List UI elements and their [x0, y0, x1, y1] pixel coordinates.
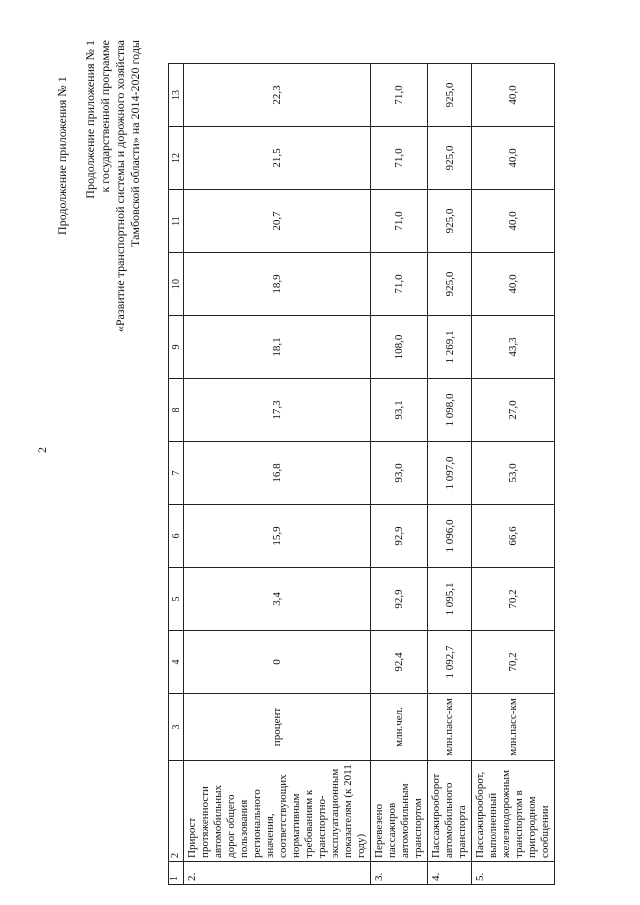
column-number-cell: 4: [169, 631, 184, 694]
table-row: [371, 64, 428, 885]
value-cell: 925,0: [428, 190, 472, 253]
column-number-cell: 5: [169, 568, 184, 631]
value-cell: 71,0: [371, 64, 428, 127]
value-cell: 18,1: [184, 316, 371, 379]
unit-cell: млн.пасс-км: [428, 694, 472, 761]
value-cell: 40,0: [472, 190, 555, 253]
indicator-name-cell: Прирост протяженности автомобильных дорог общего пользования регионального значения, соответствующих нормативным требованиям к транспортно-эксплуатационным показателям (к 2011 году): [184, 761, 371, 862]
value-cell: 17,3: [184, 379, 371, 442]
column-number-cell: 7: [169, 442, 184, 505]
column-number-cell: 10: [169, 253, 184, 316]
value-cell: 43,3: [472, 316, 555, 379]
value-cell: 92,9: [371, 505, 428, 568]
value-cell: 1 098,0: [428, 379, 472, 442]
indicator-name-cell: Пассажирооборот автомобильного транспорта: [428, 761, 472, 862]
column-number-row: [169, 64, 184, 885]
value-cell: 40,0: [472, 127, 555, 190]
indicator-name-cell: Перевезено пассажиров автомобильным транспортом: [371, 761, 428, 862]
value-cell: 15,9: [184, 505, 371, 568]
appendix-header: [83, 40, 143, 332]
value-cell: 40,0: [472, 253, 555, 316]
value-cell: 1 097,0: [428, 442, 472, 505]
unit-cell: процент: [184, 694, 371, 761]
row-number-cell: 5.: [472, 862, 555, 885]
appendix-header-line2: к государственной программе: [98, 40, 112, 193]
row-number-cell: 4.: [428, 862, 472, 885]
column-number-cell: 8: [169, 379, 184, 442]
value-cell: 108,0: [371, 316, 428, 379]
column-number-cell: 12: [169, 127, 184, 190]
column-number-cell: 11: [169, 190, 184, 253]
value-cell: 53,0: [472, 442, 555, 505]
unit-cell: млн.чел.: [371, 694, 428, 761]
value-cell: 21,5: [184, 127, 371, 190]
column-number-cell: 2: [169, 761, 184, 862]
value-cell: 66,6: [472, 505, 555, 568]
page-number: 2: [35, 447, 49, 453]
appendix-header-line1: Продолжение приложения № 1: [83, 40, 97, 199]
table-row: [428, 64, 472, 885]
value-cell: 3,4: [184, 568, 371, 631]
value-cell: 71,0: [371, 190, 428, 253]
row-number-cell: 3.: [371, 862, 428, 885]
continuation-title: Продолжение приложения № 1: [55, 76, 69, 235]
value-cell: 925,0: [428, 253, 472, 316]
value-cell: 22,3: [184, 64, 371, 127]
table-row: [184, 64, 371, 885]
row-number-cell: 2.: [184, 862, 371, 885]
column-number-cell: 9: [169, 316, 184, 379]
unit-cell: млн.пасс-км: [472, 694, 555, 761]
value-cell: 925,0: [428, 64, 472, 127]
value-cell: 40,0: [472, 64, 555, 127]
value-cell: 93,0: [371, 442, 428, 505]
value-cell: 1 095,1: [428, 568, 472, 631]
value-cell: 70,2: [472, 568, 555, 631]
column-number-cell: 13: [169, 64, 184, 127]
value-cell: 92,9: [371, 568, 428, 631]
value-cell: 1 269,1: [428, 316, 472, 379]
appendix-header-line4: Тамбовской области» на 2014-2020 годы: [128, 40, 142, 247]
indicator-name-cell: Пассажирооборот, выполненный железнодорожным транспортом в пригородном сообщении: [472, 761, 555, 862]
value-cell: 925,0: [428, 127, 472, 190]
value-cell: 70,2: [472, 631, 555, 694]
column-number-cell: 6: [169, 505, 184, 568]
value-cell: 0: [184, 631, 371, 694]
value-cell: 71,0: [371, 127, 428, 190]
value-cell: 1 092,7: [428, 631, 472, 694]
value-cell: 18,9: [184, 253, 371, 316]
value-cell: 71,0: [371, 253, 428, 316]
column-number-cell: 1: [169, 862, 184, 885]
value-cell: 93,1: [371, 379, 428, 442]
value-cell: 92,4: [371, 631, 428, 694]
value-cell: 27,0: [472, 379, 555, 442]
table-row: [472, 64, 555, 885]
appendix-header-line3: «Развитие транспортной системы и дорожного хозяйства: [113, 40, 127, 333]
value-cell: 1 096,0: [428, 505, 472, 568]
column-number-cell: 3: [169, 694, 184, 761]
value-cell: 16,8: [184, 442, 371, 505]
value-cell: 20,7: [184, 190, 371, 253]
indicators-table: [168, 63, 555, 885]
